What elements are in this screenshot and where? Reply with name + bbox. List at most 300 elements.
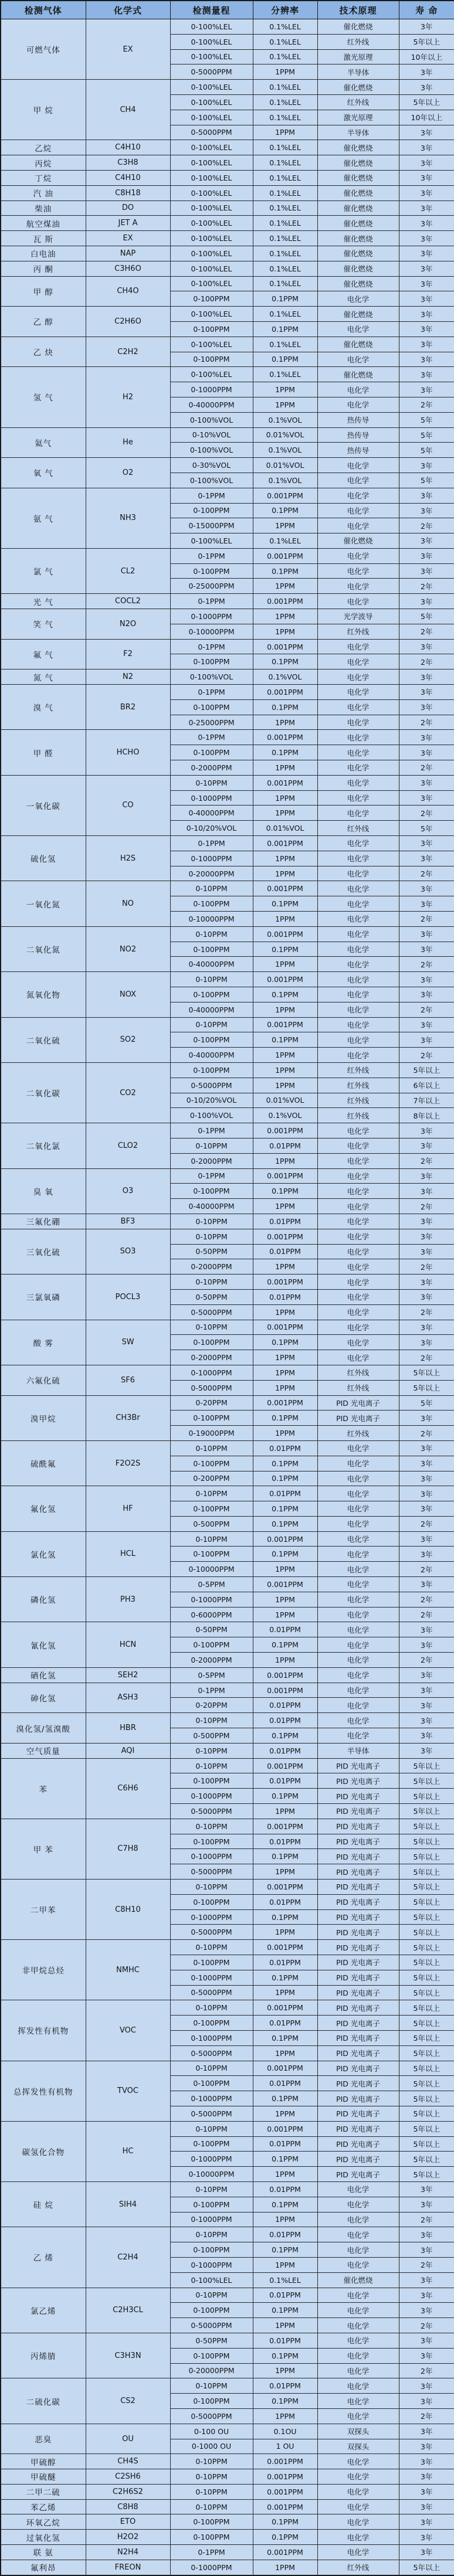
gas-name-cell: 二氧化碳 (1, 1062, 86, 1123)
principle-cell: 电化学 (317, 2454, 399, 2469)
resolution-cell: 1PPM (253, 2560, 317, 2575)
resolution-cell: 1PPM (253, 760, 317, 776)
resolution-cell: 1 OU (253, 2439, 317, 2454)
formula-cell: C3H3N (86, 2333, 170, 2378)
formula-cell: H2S (86, 836, 170, 881)
lifespan-cell: 3年 (399, 1289, 454, 1304)
range-cell: 0-1000PPM (170, 382, 253, 397)
resolution-cell: 0.001PPM (253, 775, 317, 790)
gas-name-cell: 环氧乙烷 (1, 2514, 86, 2530)
principle-cell: 催化燃烧 (317, 185, 399, 200)
lifespan-cell: 2年 (399, 1607, 454, 1622)
resolution-cell: 1PPM (253, 624, 317, 639)
principle-cell: PID 光电离子 (317, 2045, 399, 2061)
principle-cell: 电化学 (317, 1637, 399, 1653)
table-row (1, 2545, 454, 2560)
principle-cell: 电化学 (317, 1592, 399, 1607)
range-cell: 0-10PPM (170, 926, 253, 942)
principle-cell: PID 光电离子 (317, 1909, 399, 1925)
principle-cell: PID 光电离子 (317, 1789, 399, 1804)
lifespan-cell: 6年以上 (399, 1078, 454, 1093)
table-row (1, 307, 454, 322)
range-cell: 0-40000PPM (170, 397, 253, 412)
range-cell: 0-100PPM (170, 987, 253, 1002)
lifespan-cell: 3年 (399, 1456, 454, 1471)
principle-cell: 红外线 (317, 624, 399, 639)
lifespan-cell: 5年以上 (399, 1834, 454, 1849)
formula-cell: C2SH6 (86, 2469, 170, 2485)
principle-cell: 电化学 (317, 563, 399, 579)
principle-cell: 电化学 (317, 1138, 399, 1153)
formula-cell: COCL2 (86, 594, 170, 609)
formula-cell: HCL (86, 1531, 170, 1576)
lifespan-cell: 2年 (399, 760, 454, 776)
lifespan-cell: 5年 (399, 1395, 454, 1411)
principle-cell: 电化学 (317, 1048, 399, 1063)
resolution-cell: 0.1PPM (253, 2197, 317, 2212)
lifespan-cell: 5年以上 (399, 1819, 454, 1834)
lifespan-cell: 3年 (399, 881, 454, 896)
lifespan-cell: 3年 (399, 1531, 454, 1547)
resolution-cell: 0.1%VOL (253, 670, 317, 685)
range-cell: 0-10000PPM (170, 1562, 253, 1577)
lifespan-cell: 2年 (399, 1259, 454, 1275)
formula-cell: SEH2 (86, 1667, 170, 1683)
range-cell: 0-100PPM (170, 1456, 253, 1471)
formula-cell: VOC (86, 2000, 170, 2061)
table-row (1, 926, 454, 942)
table-row (1, 337, 454, 352)
gas-name-cell: 一氧化碳 (1, 775, 86, 835)
principle-cell: 电化学 (317, 775, 399, 790)
principle-cell: 半导体 (317, 64, 399, 80)
lifespan-cell: 3年 (399, 2439, 454, 2454)
resolution-cell: 0.001PPM (253, 881, 317, 896)
table-row (1, 2288, 454, 2303)
range-cell: 0-1000PPM (170, 1970, 253, 1985)
range-cell: 0-1PPM (170, 548, 253, 563)
range-cell: 0-1PPM (170, 730, 253, 745)
range-cell: 0-19000PPM (170, 1426, 253, 1441)
resolution-cell: 0.01PPM (253, 1214, 317, 1229)
table-row (1, 1229, 454, 1244)
resolution-cell: 1PPM (253, 1864, 317, 1880)
lifespan-cell: 5年以上 (399, 1758, 454, 1773)
range-cell: 0-10PPM (170, 972, 253, 987)
range-cell: 0-100%LEL (170, 200, 253, 216)
table-row (1, 276, 454, 291)
lifespan-cell: 3年 (399, 337, 454, 352)
lifespan-cell: 3年 (399, 1728, 454, 1744)
resolution-cell: 0.01PPM (253, 1834, 317, 1849)
resolution-cell: 0.1%LEL (253, 110, 317, 125)
range-cell: 0-100PPM (170, 654, 253, 670)
lifespan-cell: 5年 (399, 821, 454, 836)
table-row (1, 881, 454, 896)
range-cell: 0-5000PPM (170, 1864, 253, 1880)
table-row (1, 775, 454, 790)
range-cell: 0-5000PPM (170, 125, 253, 140)
lifespan-cell: 2年 (399, 2257, 454, 2272)
lifespan-cell: 3年 (399, 851, 454, 866)
table-row (1, 2454, 454, 2469)
range-cell: 0-5000PPM (170, 64, 253, 80)
range-cell: 0-10PPM (170, 1138, 253, 1153)
principle-cell: 电化学 (317, 1471, 399, 1486)
lifespan-cell: 5年以上 (399, 1985, 454, 2000)
gas-name-cell: 氮氧化物 (1, 972, 86, 1017)
range-cell: 0-2000PPM (170, 1350, 253, 1365)
range-cell: 0-100PPM (170, 1955, 253, 1970)
resolution-cell: 0.1%LEL (253, 276, 317, 291)
resolution-cell: 1PPM (253, 851, 317, 866)
lifespan-cell: 5年以上 (399, 34, 454, 49)
principle-cell: 电化学 (317, 1304, 399, 1320)
principle-cell: 电化学 (317, 2530, 399, 2545)
lifespan-cell: 5年以上 (399, 1909, 454, 1925)
lifespan-cell: 5年以上 (399, 2045, 454, 2061)
resolution-cell: 0.1PPM (253, 2514, 317, 2530)
principle-cell: 电化学 (317, 503, 399, 518)
gas-name-cell: 二甲苯 (1, 1880, 86, 1940)
gas-name-cell: 硫化氢 (1, 836, 86, 881)
resolution-cell: 1PPM (253, 64, 317, 80)
lifespan-cell: 3年 (399, 1743, 454, 1758)
range-cell: 0-10PPM (170, 2288, 253, 2303)
gas-name-cell: 二甲二硫 (1, 2484, 86, 2499)
principle-cell: 催化燃烧 (317, 19, 399, 35)
resolution-cell: 1PPM (253, 125, 317, 140)
lifespan-cell: 3年 (399, 685, 454, 700)
principle-cell: 电化学 (317, 881, 399, 896)
formula-cell: POCL3 (86, 1275, 170, 1320)
principle-cell: 电化学 (317, 942, 399, 957)
table-row (1, 639, 454, 654)
principle-cell: 电化学 (317, 957, 399, 972)
table-row (1, 836, 454, 851)
formula-cell: BF3 (86, 1214, 170, 1229)
principle-cell: PID 光电离子 (317, 2167, 399, 2182)
lifespan-cell: 3年 (399, 699, 454, 715)
principle-cell: 电化学 (317, 1501, 399, 1517)
range-cell: 0-10PPM (170, 1819, 253, 1834)
formula-cell: SF6 (86, 1365, 170, 1395)
principle-cell: 红外线 (317, 1093, 399, 1108)
lifespan-cell: 3年 (399, 533, 454, 549)
lifespan-cell: 3年 (399, 458, 454, 473)
range-cell: 0-100PPM (170, 2076, 253, 2091)
resolution-cell: 1PPM (253, 579, 317, 594)
formula-cell: SIH4 (86, 2181, 170, 2227)
principle-cell: 热传导 (317, 443, 399, 458)
resolution-cell: 0.1%LEL (253, 533, 317, 549)
principle-cell: 电化学 (317, 790, 399, 806)
gas-name-cell: 过氧化氢 (1, 2530, 86, 2545)
column-header-3: 分辨率 (253, 1, 317, 19)
range-cell: 0-100PPM (170, 745, 253, 760)
formula-cell: CH4O (86, 276, 170, 307)
gas-name-cell: 恶臭 (1, 2424, 86, 2454)
lifespan-cell: 3年 (399, 2242, 454, 2258)
principle-cell: 催化燃烧 (317, 140, 399, 155)
range-cell: 0-10PPM (170, 1531, 253, 1547)
gas-name-cell: 氮 气 (1, 670, 86, 685)
lifespan-cell: 3年 (399, 1471, 454, 1486)
principle-cell: 催化燃烧 (317, 231, 399, 246)
gas-name-cell: 乙 烯 (1, 2227, 86, 2288)
resolution-cell: 0.001PPM (253, 972, 317, 987)
resolution-cell: 0.1%LEL (253, 367, 317, 382)
table-row (1, 1062, 454, 1078)
resolution-cell: 0.1PPM (253, 2152, 317, 2167)
principle-cell: 电化学 (317, 1653, 399, 1668)
resolution-cell: 0.1%LEL (253, 2272, 317, 2288)
lifespan-cell: 2年 (399, 1153, 454, 1168)
gas-name-cell: 氧 气 (1, 458, 86, 488)
table-row (1, 185, 454, 200)
gas-name-cell: 酸 雾 (1, 1320, 86, 1365)
table-row (1, 246, 454, 261)
gas-name-cell: 甲 醛 (1, 730, 86, 775)
range-cell: 0-100PPM (170, 1834, 253, 1849)
range-cell: 0-100PPM (170, 1501, 253, 1517)
lifespan-cell: 5年以上 (399, 2121, 454, 2136)
range-cell: 0-5000PPM (170, 2318, 253, 2333)
formula-cell: CLO2 (86, 1123, 170, 1168)
table-row (1, 670, 454, 685)
range-cell: 0-5000PPM (170, 2408, 253, 2424)
range-cell: 0-100 OU (170, 2424, 253, 2439)
resolution-cell: 0.1PPM (253, 563, 317, 579)
principle-cell: PID 光电离子 (317, 1411, 399, 1426)
range-cell: 0-10PPM (170, 1758, 253, 1773)
resolution-cell: 0.1PPM (253, 321, 317, 337)
lifespan-cell: 3年 (399, 2484, 454, 2499)
range-cell: 0-500PPM (170, 1516, 253, 1531)
formula-cell: NMHC (86, 1940, 170, 2000)
lifespan-cell: 3年 (399, 987, 454, 1002)
resolution-cell: 0.01PPM (253, 1698, 317, 1713)
lifespan-cell: 5年 (399, 443, 454, 458)
formula-cell: NO2 (86, 926, 170, 971)
range-cell: 0-5000PPM (170, 2045, 253, 2061)
table-row (1, 2530, 454, 2545)
principle-cell: 红外线 (317, 1380, 399, 1395)
principle-cell: 电化学 (317, 2181, 399, 2197)
principle-cell: 电化学 (317, 972, 399, 987)
resolution-cell: 0.1PPM (253, 503, 317, 518)
resolution-cell: 0.001PPM (253, 2499, 317, 2514)
formula-cell: HC (86, 2121, 170, 2181)
principle-cell: PID 光电离子 (317, 1894, 399, 1909)
range-cell: 0-20PPM (170, 1395, 253, 1411)
resolution-cell: 0.1PPM (253, 1547, 317, 1562)
gas-name-cell: 氟化氢 (1, 1486, 86, 1531)
formula-cell: H2 (86, 367, 170, 427)
gas-name-cell: 六氟化硫 (1, 1365, 86, 1395)
principle-cell: PID 光电离子 (317, 2076, 399, 2091)
formula-cell: NOX (86, 972, 170, 1017)
resolution-cell: 0.1%LEL (253, 34, 317, 49)
formula-cell: CO2 (86, 1062, 170, 1123)
range-cell: 0-100PPM (170, 563, 253, 579)
table-row (1, 155, 454, 171)
resolution-cell: 1PPM (253, 2106, 317, 2121)
formula-cell: NH3 (86, 488, 170, 548)
gas-name-cell: 三氯氧磷 (1, 1275, 86, 1320)
range-cell: 0-100%LEL (170, 307, 253, 322)
principle-cell: 红外线 (317, 1365, 399, 1380)
lifespan-cell: 3年 (399, 926, 454, 942)
resolution-cell: 1PPM (253, 1380, 317, 1395)
resolution-cell: 0.1%LEL (253, 80, 317, 95)
range-cell: 0-10PPM (170, 1940, 253, 1955)
resolution-cell: 0.01%VOL (253, 1093, 317, 1108)
lifespan-cell: 5年以上 (399, 1789, 454, 1804)
resolution-cell: 0.001PPM (253, 1017, 317, 1032)
formula-cell: C4H10 (86, 170, 170, 185)
gas-name-cell: 笑 气 (1, 609, 86, 640)
principle-cell: 电化学 (317, 1184, 399, 1199)
table-row (1, 2333, 454, 2348)
lifespan-cell: 3年 (399, 2333, 454, 2348)
lifespan-cell: 2年 (399, 1304, 454, 1320)
formula-cell: C8H10 (86, 1880, 170, 1940)
principle-cell: 电化学 (317, 1275, 399, 1290)
resolution-cell: 0.1PPM (253, 1789, 317, 1804)
table-row (1, 140, 454, 155)
lifespan-cell: 3年 (399, 2530, 454, 2545)
range-cell: 0-10PPM (170, 2061, 253, 2076)
resolution-cell: 0.1PPM (253, 1909, 317, 1925)
principle-cell: 催化燃烧 (317, 276, 399, 291)
table-row (1, 730, 454, 745)
principle-cell: 电化学 (317, 760, 399, 776)
resolution-cell: 0.001PPM (253, 1395, 317, 1411)
resolution-cell: 0.01PPM (253, 2181, 317, 2197)
lifespan-cell: 3年 (399, 730, 454, 745)
lifespan-cell: 2年 (399, 1516, 454, 1531)
lifespan-cell: 3年 (399, 594, 454, 609)
resolution-cell: 1PPM (253, 382, 317, 397)
gas-name-cell: 溴 气 (1, 685, 86, 730)
principle-cell: 电化学 (317, 2303, 399, 2318)
range-cell: 0-5PPM (170, 1667, 253, 1683)
principle-cell: 电化学 (317, 2318, 399, 2333)
resolution-cell: 0.1PPM (253, 2348, 317, 2363)
resolution-cell: 1PPM (253, 1804, 317, 1819)
resolution-cell: 0.01PPM (253, 1440, 317, 1456)
principle-cell: 催化燃烧 (317, 216, 399, 231)
resolution-cell: 0.001PPM (253, 685, 317, 700)
range-cell: 0-100%LEL (170, 246, 253, 261)
range-cell: 0-100%VOL (170, 412, 253, 427)
principle-cell: 光学波导 (317, 609, 399, 624)
lifespan-cell: 3年 (399, 307, 454, 322)
gas-name-cell: 臭 氧 (1, 1168, 86, 1214)
principle-cell: 双探头 (317, 2439, 399, 2454)
range-cell: 0-30%VOL (170, 458, 253, 473)
table-row (1, 2378, 454, 2394)
resolution-cell: 0.001PPM (253, 1275, 317, 1290)
range-cell: 0-10PPM (170, 1743, 253, 1758)
lifespan-cell: 2年 (399, 2363, 454, 2378)
lifespan-cell: 3年 (399, 1501, 454, 1517)
resolution-cell: 0.01PPM (253, 1138, 317, 1153)
range-cell: 0-100PPM (170, 1062, 253, 1078)
resolution-cell: 0.001PPM (253, 926, 317, 942)
principle-cell: 电化学 (317, 1259, 399, 1275)
principle-cell: 红外线 (317, 1078, 399, 1093)
lifespan-cell: 8年以上 (399, 1108, 454, 1123)
principle-cell: 半导体 (317, 125, 399, 140)
formula-cell: HF (86, 1486, 170, 1531)
formula-cell: C8H18 (86, 185, 170, 200)
gas-name-cell: 甲硫醇 (1, 2454, 86, 2469)
lifespan-cell: 5年以上 (399, 1804, 454, 1819)
gas-name-cell: 氯化氢 (1, 1531, 86, 1576)
principle-cell: PID 光电离子 (317, 1804, 399, 1819)
lifespan-cell: 3年 (399, 2545, 454, 2560)
resolution-cell: 0.1PPM (253, 1501, 317, 1517)
principle-cell: 催化燃烧 (317, 261, 399, 276)
resolution-cell: 0.001PPM (253, 2484, 317, 2499)
formula-cell: HCHO (86, 730, 170, 775)
range-cell: 0-10PPM (170, 2469, 253, 2485)
formula-cell: N2H4 (86, 2545, 170, 2560)
resolution-cell: 0.001PPM (253, 730, 317, 745)
principle-cell: 电化学 (317, 594, 399, 609)
principle-cell: 催化燃烧 (317, 2272, 399, 2288)
lifespan-cell: 3年 (399, 1320, 454, 1335)
range-cell: 0-100PPM (170, 1335, 253, 1350)
formula-cell: EX (86, 231, 170, 246)
principle-cell: 催化燃烧 (317, 170, 399, 185)
lifespan-cell: 5年以上 (399, 2076, 454, 2091)
resolution-cell: 0.1PPM (253, 1637, 317, 1653)
lifespan-cell: 3年 (399, 1168, 454, 1184)
range-cell: 0-5000PPM (170, 1985, 253, 2000)
principle-cell: PID 光电离子 (317, 2136, 399, 2152)
lifespan-cell: 3年 (399, 1123, 454, 1139)
principle-cell: 电化学 (317, 579, 399, 594)
lifespan-cell: 3年 (399, 2499, 454, 2514)
range-cell: 0-10PPM (170, 2000, 253, 2016)
range-cell: 0-10PPM (170, 1320, 253, 1335)
gas-name-cell: 二氧化硫 (1, 1017, 86, 1062)
principle-cell: 电化学 (317, 1229, 399, 1244)
lifespan-cell: 3年 (399, 2454, 454, 2469)
resolution-cell: 0.1PPM (253, 699, 317, 715)
table-row (1, 2499, 454, 2514)
principle-cell: 红外线 (317, 821, 399, 836)
principle-cell: 电化学 (317, 1728, 399, 1744)
resolution-cell: 0.1PPM (253, 2242, 317, 2258)
range-cell: 0-10PPM (170, 2454, 253, 2469)
range-cell: 0-1000PPM (170, 1849, 253, 1864)
principle-cell: PID 光电离子 (317, 1955, 399, 1970)
range-cell: 0-40000PPM (170, 806, 253, 821)
formula-cell: OU (86, 2424, 170, 2454)
resolution-cell: 0.01PPM (253, 2016, 317, 2031)
range-cell: 0-1PPM (170, 594, 253, 609)
range-cell: 0-50PPM (170, 1244, 253, 1259)
formula-cell: SW (86, 1320, 170, 1365)
range-cell: 0-100PPM (170, 1032, 253, 1048)
range-cell: 0-100%LEL (170, 2272, 253, 2288)
formula-cell: SO3 (86, 1229, 170, 1274)
gas-name-cell: 二硫化碳 (1, 2378, 86, 2424)
